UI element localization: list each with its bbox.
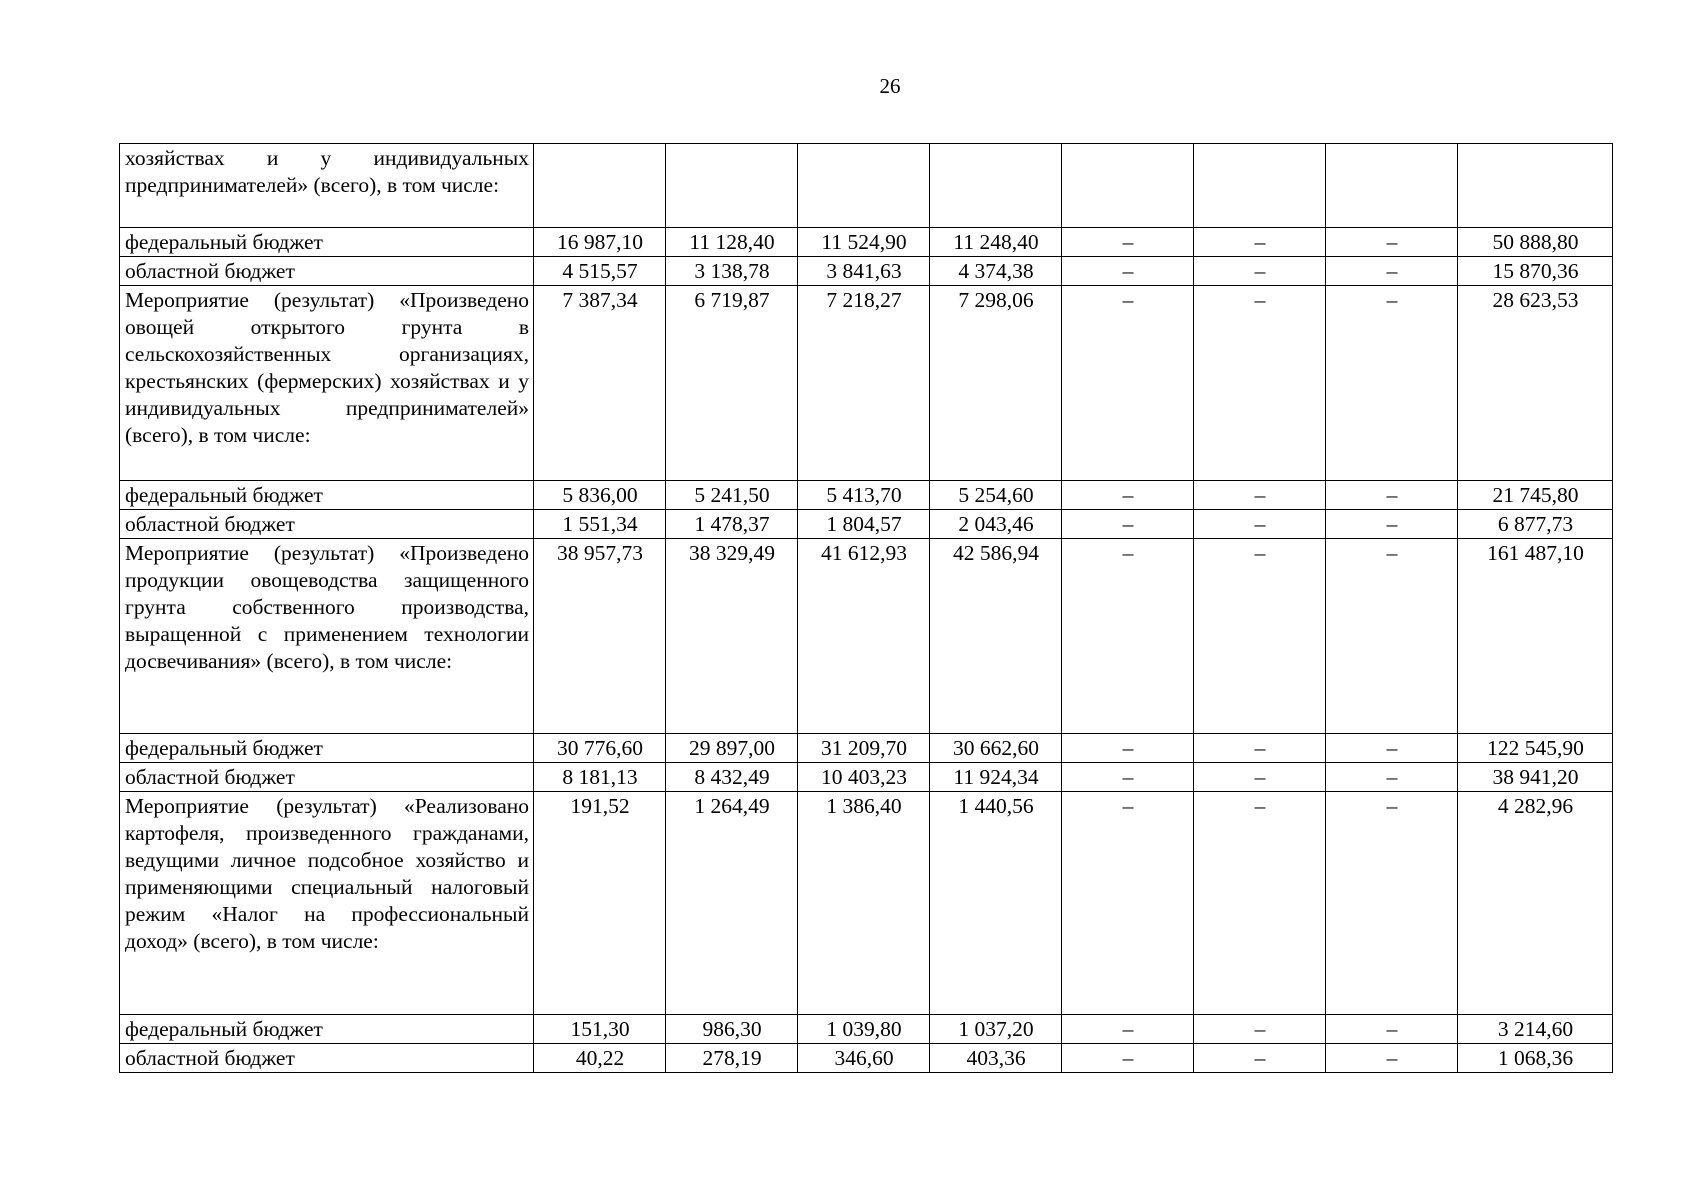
value-cell: 1 440,56 [930,792,1062,1015]
value-cell: 5 254,60 [930,481,1062,510]
value-cell: 1 478,37 [666,510,798,539]
value-cell: 151,30 [534,1015,666,1044]
total-cell: 4 282,96 [1458,792,1613,1015]
value-cell: – [1326,792,1458,1015]
value-cell: 1 039,80 [798,1015,930,1044]
value-cell: 16 987,10 [534,228,666,257]
value-cell: 30 662,60 [930,734,1062,763]
value-cell: – [1062,539,1194,734]
value-cell [930,144,1062,228]
table-row [120,539,1613,734]
total-cell: 28 623,53 [1458,286,1613,481]
value-cell: 7 387,34 [534,286,666,481]
value-cell: 1 264,49 [666,792,798,1015]
value-cell: – [1326,734,1458,763]
row-name-cell: федеральный бюджет [120,481,534,510]
value-cell: – [1326,286,1458,481]
row-name-cell: Мероприятие (результат) «Реализовано картофеля, произведенного гражданами, ведущими личное подсобное хозяйство и применяющими специальный налоговый режим «Налог на профессиональный доход» (всего), в том числе: [120,792,534,1015]
value-cell: 3 138,78 [666,257,798,286]
table-row [120,1015,1613,1044]
table-body [120,144,1613,1073]
value-cell: 38 329,49 [666,539,798,734]
value-cell: – [1194,286,1326,481]
value-cell: – [1062,1015,1194,1044]
value-cell: – [1062,228,1194,257]
value-cell: 11 248,40 [930,228,1062,257]
value-cell: – [1326,510,1458,539]
total-cell: 6 877,73 [1458,510,1613,539]
value-cell: – [1062,510,1194,539]
value-cell: – [1194,734,1326,763]
value-cell: – [1194,257,1326,286]
table-row [120,792,1613,1015]
total-cell: 21 745,80 [1458,481,1613,510]
value-cell: – [1194,1015,1326,1044]
value-cell: – [1326,481,1458,510]
table-row [120,144,1613,228]
value-cell: – [1194,510,1326,539]
value-cell: – [1062,734,1194,763]
table-row [120,481,1613,510]
total-cell: 1 068,36 [1458,1044,1613,1073]
value-cell: 5 413,70 [798,481,930,510]
value-cell: 278,19 [666,1044,798,1073]
value-cell: 3 841,63 [798,257,930,286]
value-cell: – [1194,481,1326,510]
value-cell: – [1062,1044,1194,1073]
value-cell: 8 181,13 [534,763,666,792]
value-cell: – [1194,763,1326,792]
table-row [120,286,1613,481]
value-cell: – [1062,481,1194,510]
value-cell: – [1194,228,1326,257]
value-cell: 6 719,87 [666,286,798,481]
row-name-cell: областной бюджет [120,763,534,792]
value-cell: 4 374,38 [930,257,1062,286]
value-cell: 11 128,40 [666,228,798,257]
value-cell: 346,60 [798,1044,930,1073]
value-cell [1326,144,1458,228]
value-cell: 41 612,93 [798,539,930,734]
value-cell: – [1326,763,1458,792]
value-cell [798,144,930,228]
value-cell: – [1326,1015,1458,1044]
value-cell: 30 776,60 [534,734,666,763]
value-cell: 10 403,23 [798,763,930,792]
row-name-cell: Мероприятие (результат) «Произведено овощей открытого грунта в сельскохозяйственных организациях, крестьянских (фермерских) хозяйствах и у индивидуальных предпринимателей» (всего), в том числе: [120,286,534,481]
row-name-cell: областной бюджет [120,1044,534,1073]
value-cell: – [1326,228,1458,257]
value-cell: 4 515,57 [534,257,666,286]
row-name-cell: хозяйствах и у индивидуальных предпринимателей» (всего), в том числе: [120,144,534,228]
table-row [120,228,1613,257]
value-cell [534,144,666,228]
total-cell: 50 888,80 [1458,228,1613,257]
value-cell: 1 037,20 [930,1015,1062,1044]
value-cell: – [1326,539,1458,734]
value-cell: 1 551,34 [534,510,666,539]
value-cell: 2 043,46 [930,510,1062,539]
row-name-cell: федеральный бюджет [120,228,534,257]
table-row [120,257,1613,286]
value-cell: 42 586,94 [930,539,1062,734]
table-row [120,1044,1613,1073]
table-row [120,734,1613,763]
value-cell: 191,52 [534,792,666,1015]
row-name-cell: Мероприятие (результат) «Произведено продукции овощеводства защищенного грунта собственного производства, выращенной с применением технологии досвечивания» (всего), в том числе: [120,539,534,734]
value-cell [1194,144,1326,228]
row-name-cell: федеральный бюджет [120,734,534,763]
total-cell: 122 545,90 [1458,734,1613,763]
total-cell: 3 214,60 [1458,1015,1613,1044]
row-name-cell: областной бюджет [120,257,534,286]
budget-table [119,143,1613,1073]
total-cell: 15 870,36 [1458,257,1613,286]
value-cell: – [1062,763,1194,792]
value-cell: 1 804,57 [798,510,930,539]
value-cell [666,144,798,228]
row-name-cell: федеральный бюджет [120,1015,534,1044]
value-cell: 5 836,00 [534,481,666,510]
value-cell: – [1062,286,1194,481]
value-cell: – [1062,792,1194,1015]
value-cell: 40,22 [534,1044,666,1073]
table-row [120,510,1613,539]
value-cell: 7 218,27 [798,286,930,481]
value-cell: – [1062,257,1194,286]
page-number: 26 [879,74,901,98]
value-cell: – [1194,539,1326,734]
value-cell: 11 524,90 [798,228,930,257]
value-cell: – [1194,792,1326,1015]
value-cell: – [1326,257,1458,286]
total-cell: 161 487,10 [1458,539,1613,734]
value-cell: 38 957,73 [534,539,666,734]
value-cell: 11 924,34 [930,763,1062,792]
table-row [120,763,1613,792]
value-cell: – [1194,1044,1326,1073]
total-cell [1458,144,1613,228]
value-cell: 403,36 [930,1044,1062,1073]
value-cell: 7 298,06 [930,286,1062,481]
value-cell [1062,144,1194,228]
value-cell: 5 241,50 [666,481,798,510]
value-cell: 986,30 [666,1015,798,1044]
value-cell: 1 386,40 [798,792,930,1015]
total-cell: 38 941,20 [1458,763,1613,792]
value-cell: 8 432,49 [666,763,798,792]
row-name-cell: областной бюджет [120,510,534,539]
value-cell: 29 897,00 [666,734,798,763]
value-cell: 31 209,70 [798,734,930,763]
value-cell: – [1326,1044,1458,1073]
